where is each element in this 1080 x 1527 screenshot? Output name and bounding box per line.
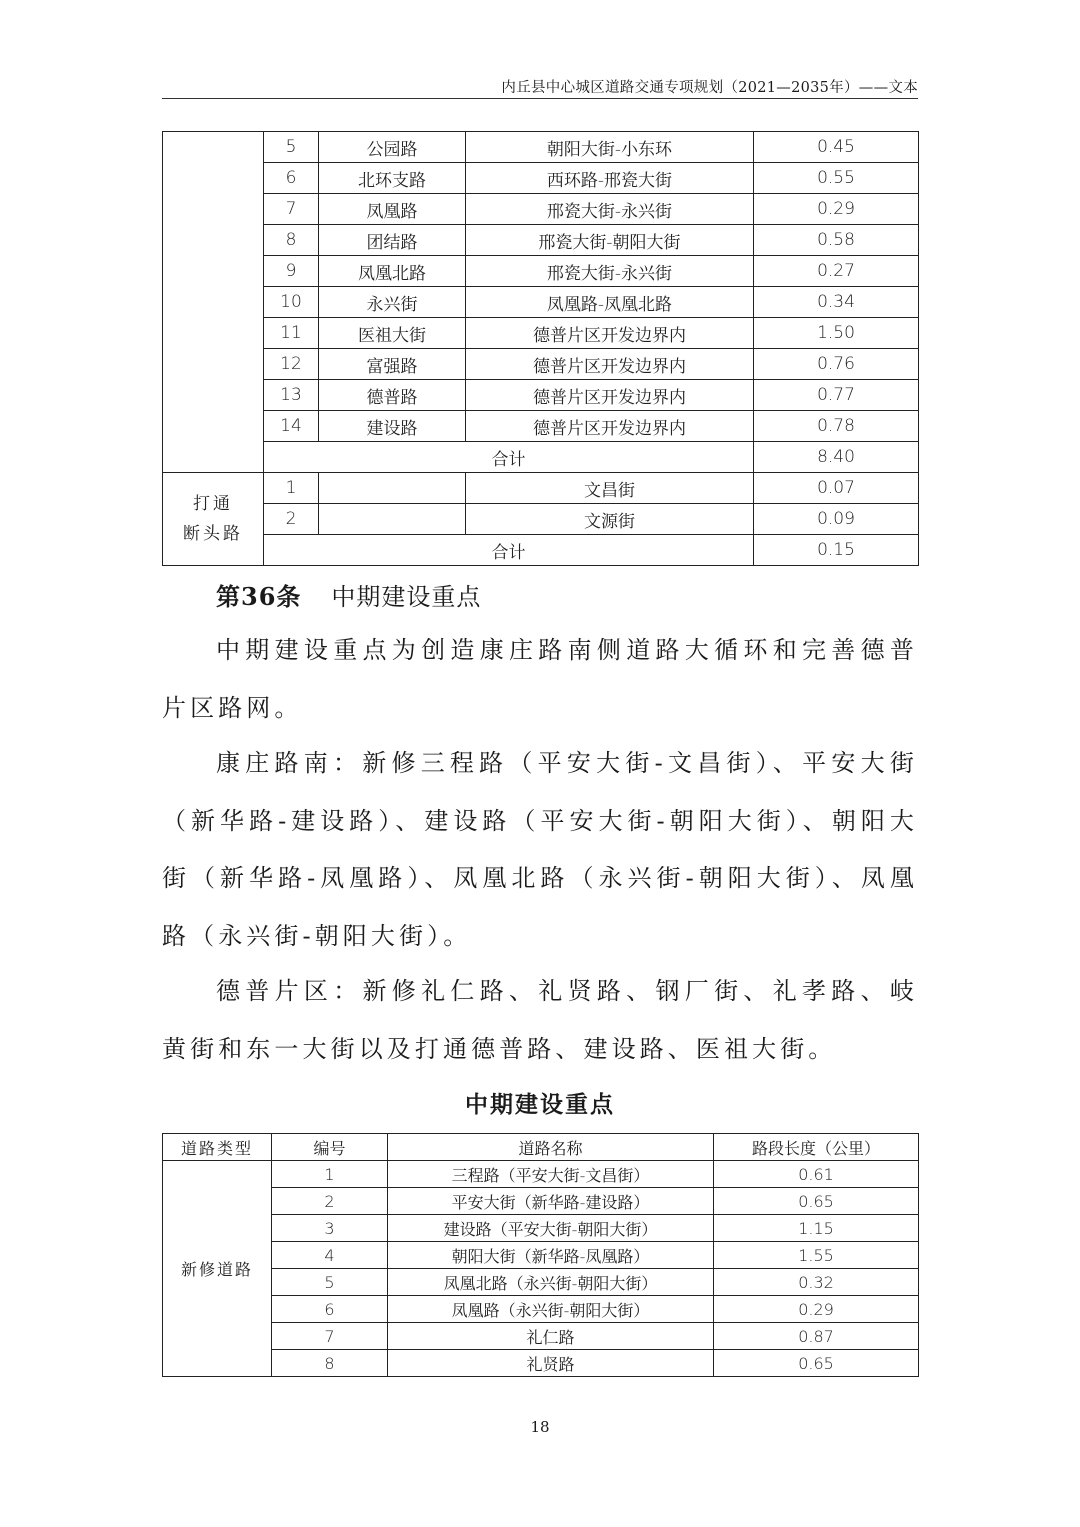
row-number: 1 [272,1161,388,1188]
road-name: 凤凰北路 [319,256,466,287]
road-name: 德普路 [319,380,466,411]
category-cell-continued [163,132,264,473]
subtotal-label: 合计 [264,535,754,566]
road-range: 凤凰路-凤凰北路 [466,287,754,318]
road-name: 礼贤路 [388,1350,714,1377]
row-number: 5 [272,1269,388,1296]
row-number: 10 [264,287,319,318]
road-table-body [163,132,919,566]
road-name: 富强路 [319,349,466,380]
road-range: 德普片区开发边界内 [466,411,754,442]
paragraph-depu: 德普片区：新修礼仁路、礼贤路、钢厂街、礼孝路、岐黄街和东一大街以及打通德普路、建设路、医祖大街。 [162,977,918,1063]
road-length: 0.45 [754,132,919,163]
road-name: 建设路（平安大街-朝阳大街） [388,1215,714,1242]
row-number: 14 [264,411,319,442]
road-length: 0.61 [714,1161,919,1188]
row-number: 13 [264,380,319,411]
road-length: 0.07 [754,473,919,504]
table-row [163,349,919,380]
road-length: 1.55 [714,1242,919,1269]
road-length: 0.78 [754,411,919,442]
road-length: 0.76 [754,349,919,380]
road-range: 邢瓷大街-永兴街 [466,194,754,225]
road-name: 凤凰北路（永兴街-朝阳大街） [388,1269,714,1296]
table-row [163,287,919,318]
road-name: 永兴街 [319,287,466,318]
subtotal-row [163,442,919,473]
table-header-row [163,1134,919,1161]
road-length: 0.58 [754,225,919,256]
category-label-line2: 断头路 [183,524,243,544]
road-name: 朝阳大街（新华路-凤凰路） [388,1242,714,1269]
table-title: 中期建设重点 [465,1091,615,1118]
header-road-type: 道路类型 [163,1134,272,1161]
road-name: 北环支路 [319,163,466,194]
table-row [163,473,919,504]
section-title: 中期建设重点 [331,583,482,611]
page-header [162,74,918,99]
road-length: 1.15 [714,1215,919,1242]
table-row [163,1323,919,1350]
category-label-line1: 打通 [193,494,233,514]
table-row [163,225,919,256]
road-range: 西环路-邢瓷大街 [466,163,754,194]
table-row [163,132,919,163]
row-number: 6 [272,1296,388,1323]
road-length: 0.09 [754,504,919,535]
table-row [163,256,919,287]
row-number: 2 [272,1188,388,1215]
row-number: 2 [264,504,319,535]
road-range: 德普片区开发边界内 [466,380,754,411]
table-row [163,1161,919,1188]
road-range: 德普片区开发边界内 [466,318,754,349]
table-row [163,318,919,349]
road-name: 礼仁路 [388,1323,714,1350]
table-row [163,1215,919,1242]
table-row [163,1242,919,1269]
header-road-name: 道路名称 [388,1134,714,1161]
road-range: 文昌街 [466,473,754,504]
header-title: 内丘县中心城区道路交通专项规划（2021—2035年）——文本 [501,80,918,96]
row-number: 11 [264,318,319,349]
road-name: 凤凰路（永兴街-朝阳大街） [388,1296,714,1323]
road-length: 0.65 [714,1188,919,1215]
road-name: 平安大街（新华路-建设路） [388,1188,714,1215]
road-range: 邢瓷大街-永兴街 [466,256,754,287]
section-heading [216,577,481,612]
table-row [163,1296,919,1323]
row-number: 6 [264,163,319,194]
row-number: 9 [264,256,319,287]
subtotal-row [163,535,919,566]
road-length: 0.55 [754,163,919,194]
table-row [163,504,919,535]
road-length: 0.29 [714,1296,919,1323]
mid-term-table-body [163,1134,919,1377]
table-row [163,411,919,442]
row-number: 7 [264,194,319,225]
category-cell [163,473,264,566]
road-name: 建设路 [319,411,466,442]
road-range: 朝阳大街-小东环 [466,132,754,163]
road-length: 0.34 [754,287,919,318]
road-name: 公园路 [319,132,466,163]
table-row [163,1350,919,1377]
subtotal-value: 8.40 [754,442,919,473]
road-range: 邢瓷大街-朝阳大街 [466,225,754,256]
road-length: 0.27 [754,256,919,287]
subtotal-label: 合计 [264,442,754,473]
row-number: 8 [264,225,319,256]
article-number: 第36条 [216,582,302,611]
row-number: 1 [264,473,319,504]
category-cell: 新修道路 [163,1161,272,1377]
road-name: 医祖大街 [319,318,466,349]
header-number: 编号 [272,1134,388,1161]
page-number: 18 [530,1418,550,1436]
mid-term-construction-table [162,1133,919,1377]
paragraph-kangzhuang: 康庄路南：新修三程路（平安大街-文昌街）、平安大街（新华路-建设路）、建设路（平安大街-朝阳大街）、朝阳大街（新华路-凤凰路）、凤凰北路（永兴街-朝阳大街）、凤凰路（永兴街-朝阳大街）。 [162,749,918,950]
road-name: 三程路（平安大街-文昌街） [388,1161,714,1188]
paragraph-intro: 中期建设重点为创造康庄路南侧道路大循环和完善德普片区路网。 [162,636,918,722]
road-length: 0.32 [714,1269,919,1296]
road-length: 0.87 [714,1323,919,1350]
road-name: 团结路 [319,225,466,256]
table-row [163,1188,919,1215]
road-length: 1.50 [754,318,919,349]
row-number: 4 [272,1242,388,1269]
row-number: 8 [272,1350,388,1377]
road-length: 0.29 [754,194,919,225]
road-range: 文源街 [466,504,754,535]
road-name [319,473,466,504]
road-range: 德普片区开发边界内 [466,349,754,380]
row-number: 7 [272,1323,388,1350]
subtotal-value: 0.15 [754,535,919,566]
road-name [319,504,466,535]
row-number: 3 [272,1215,388,1242]
row-number: 5 [264,132,319,163]
row-number: 12 [264,349,319,380]
road-table-continued [162,131,919,566]
road-length: 0.65 [714,1350,919,1377]
table-row [163,163,919,194]
road-name: 凤凰路 [319,194,466,225]
road-length: 0.77 [754,380,919,411]
table-row [163,380,919,411]
table-row [163,1269,919,1296]
header-length: 路段长度（公里） [714,1134,919,1161]
table-row [163,194,919,225]
